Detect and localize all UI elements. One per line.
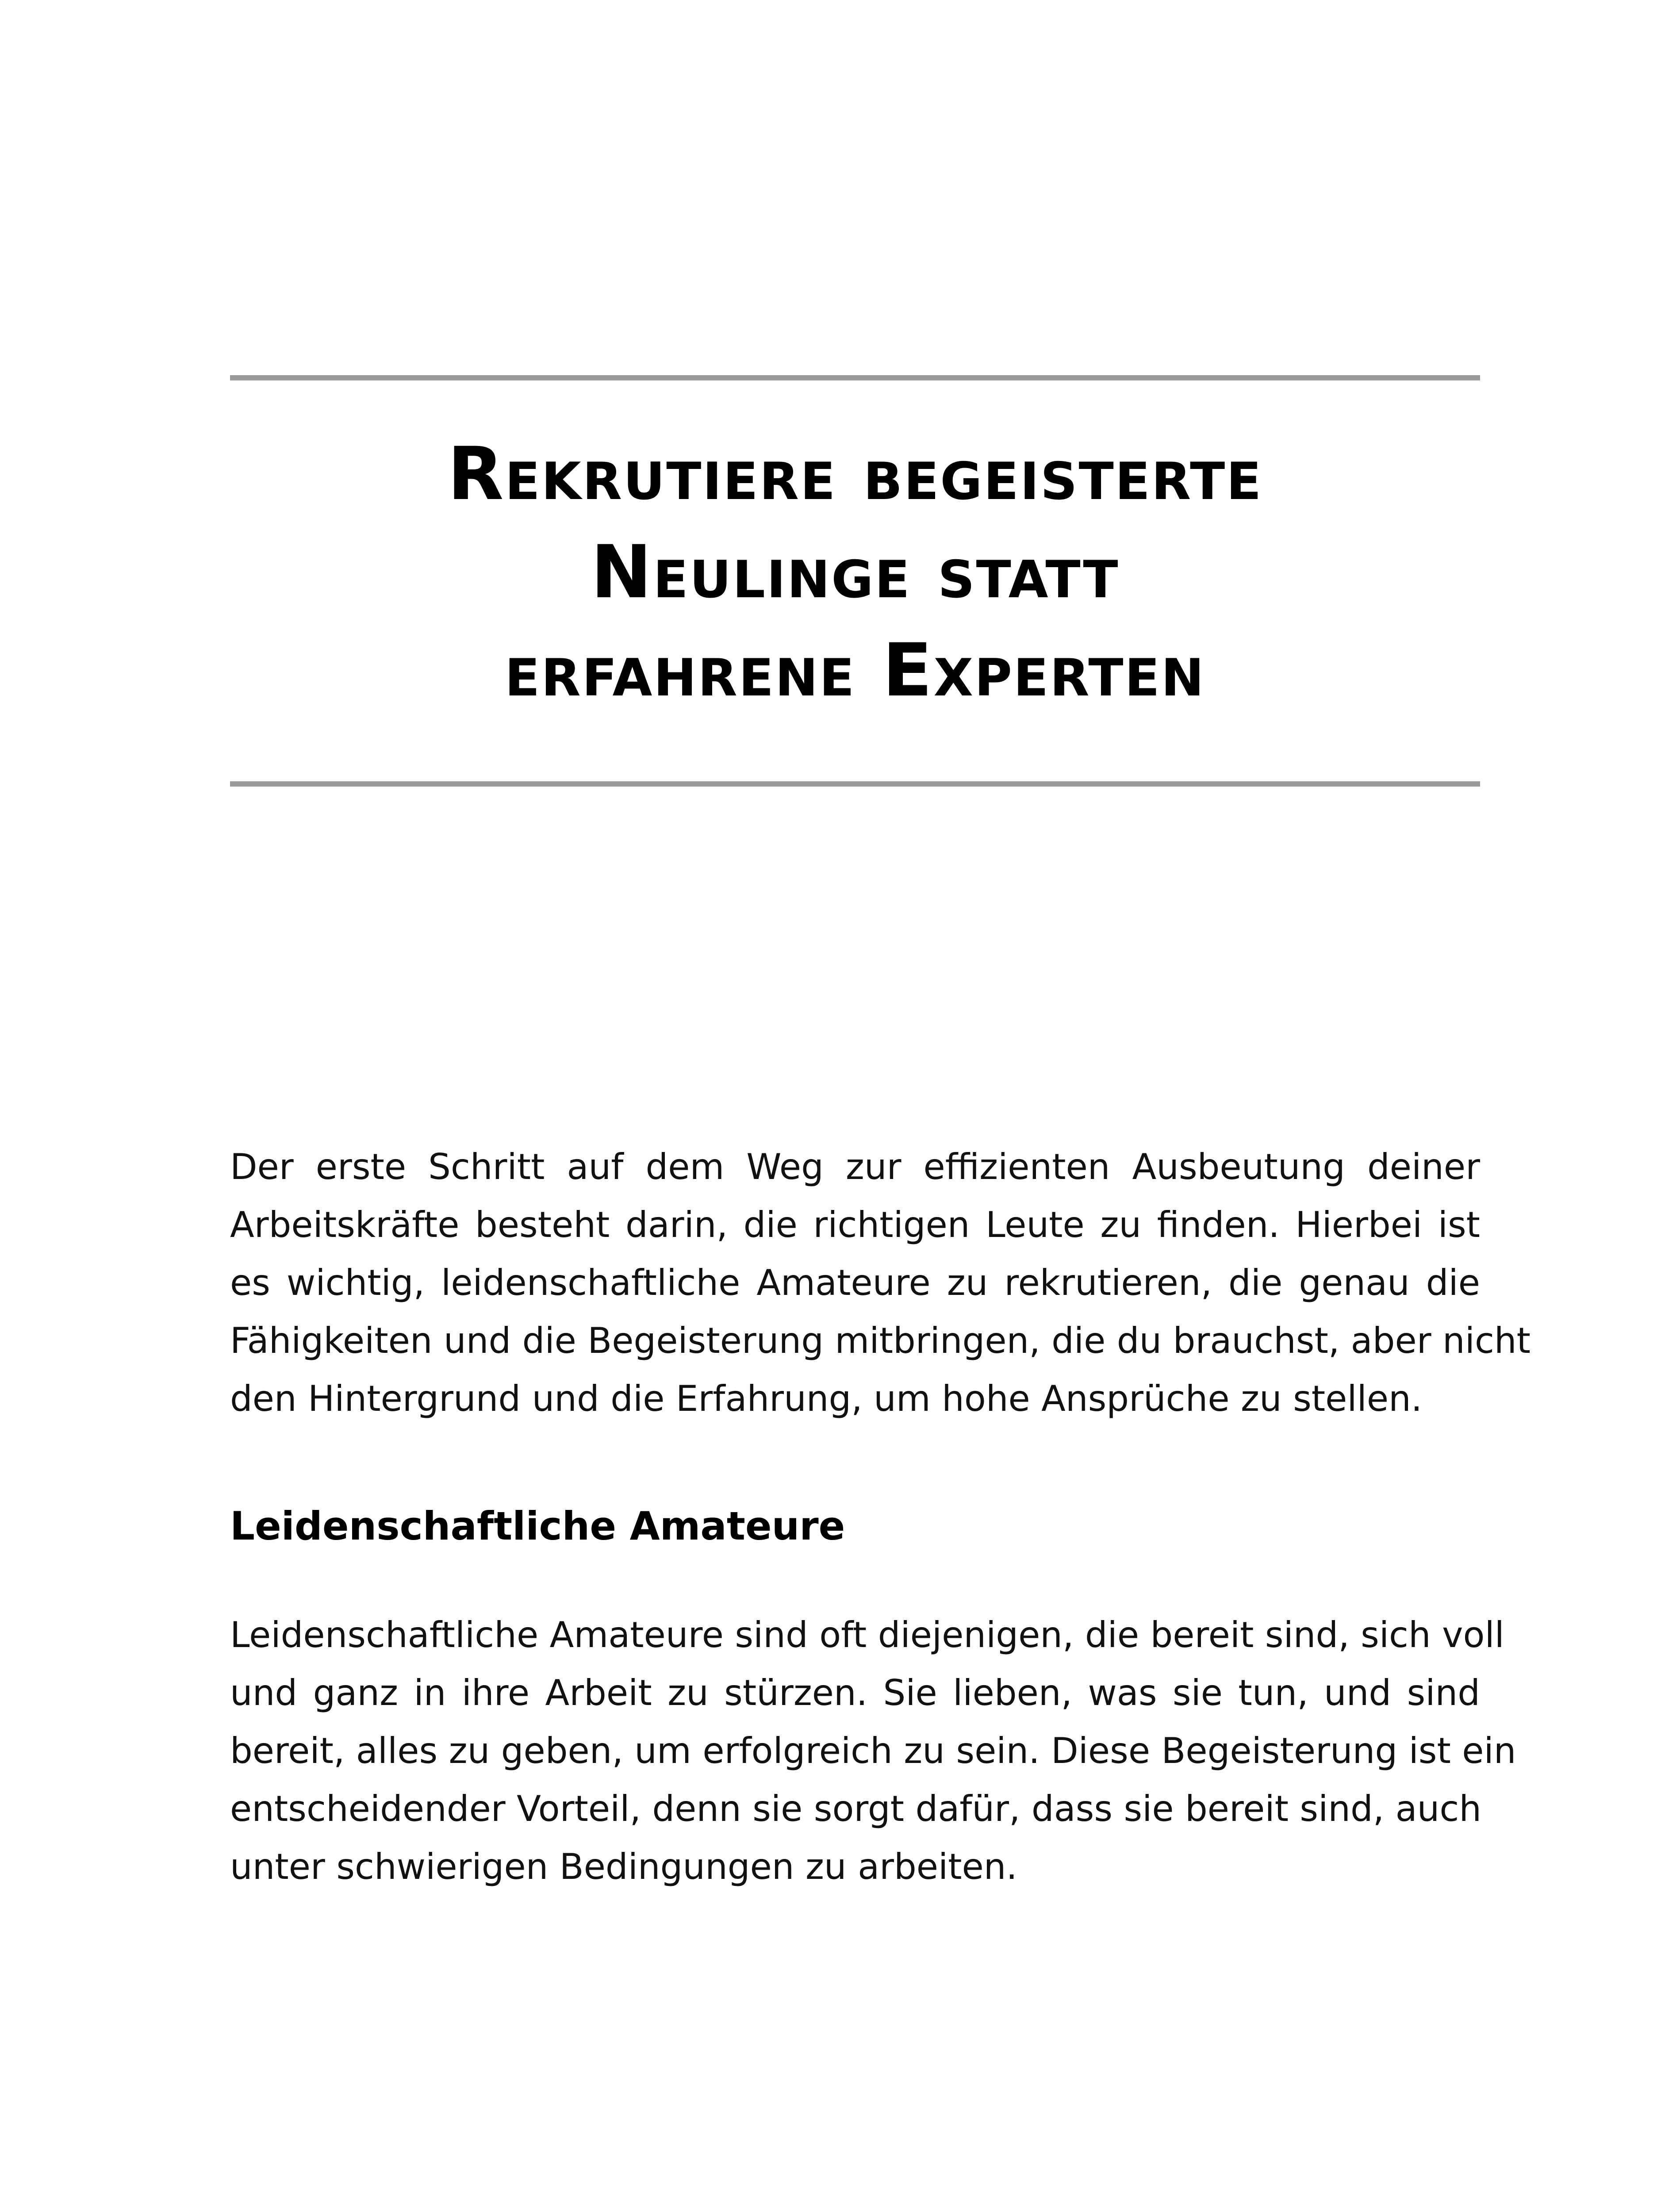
paragraph-line: es wichtig, leidenschaftliche Amateure zu rekrutieren, die genau die <box>230 1262 1480 1303</box>
title-rule-top <box>230 375 1480 380</box>
section-paragraph <box>230 1606 1516 1896</box>
chapter-title-line: Neulinge statt <box>591 530 1120 614</box>
chapter-title-line: erfahrene Experten <box>505 628 1205 713</box>
paragraph-line: entscheidender Vorteil, denn sie sorgt dafür, dass sie bereit sind, auch <box>230 1788 1482 1829</box>
chapter-title <box>230 425 1480 719</box>
paragraph-line: Der erste Schritt auf dem Weg zur effizienten Ausbeutung deiner <box>230 1146 1480 1187</box>
paragraph-line: Fähigkeiten und die Begeisterung mitbringen, die du brauchst, aber nicht <box>230 1320 1531 1361</box>
section-heading: Leidenschaftliche Amateure <box>230 1503 845 1549</box>
paragraph-line: Arbeitskräfte besteht darin, die richtigen Leute zu finden. Hierbei ist <box>230 1204 1480 1245</box>
paragraph-line: unter schwierigen Bedingungen zu arbeiten. <box>230 1846 1017 1887</box>
paragraph-line: den Hintergrund und die Erfahrung, um hohe Ansprüche zu stellen. <box>230 1378 1423 1419</box>
paragraph-line: Leidenschaftliche Amateure sind oft diejenigen, die bereit sind, sich voll <box>230 1614 1504 1655</box>
intro-paragraph <box>230 1138 1531 1428</box>
paragraph-line: bereit, alles zu geben, um erfolgreich zu sein. Diese Begeisterung ist ein <box>230 1730 1516 1771</box>
chapter-title-line: Rekrutiere begeisterte <box>447 431 1263 516</box>
paragraph-line: und ganz in ihre Arbeit zu stürzen. Sie lieben, was sie tun, und sind <box>230 1672 1480 1713</box>
title-rule-bottom <box>230 781 1480 787</box>
